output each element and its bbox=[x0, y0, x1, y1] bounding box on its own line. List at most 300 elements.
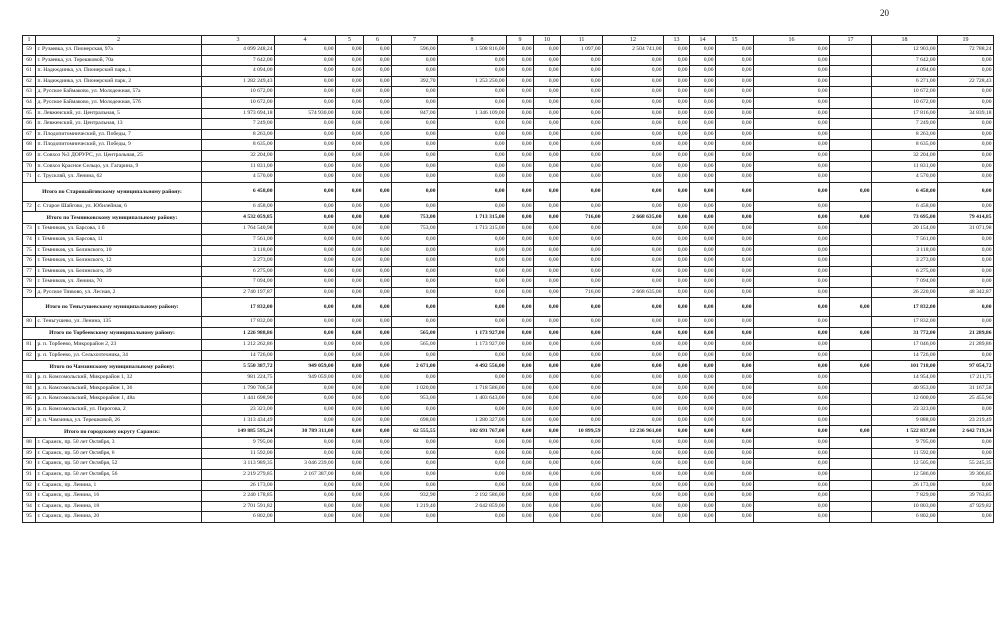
value-cell: 0,00 bbox=[275, 201, 336, 212]
value-cell: 953,00 bbox=[392, 394, 438, 405]
value-cell: 0,00 bbox=[364, 426, 392, 438]
value-cell: 0,00 bbox=[336, 438, 364, 449]
value-cell: 10 803,00 bbox=[872, 501, 938, 512]
value-cell: 0,00 bbox=[690, 256, 716, 267]
value-cell: 0,00 bbox=[754, 350, 830, 361]
value-cell bbox=[830, 97, 872, 108]
value-cell: 0,00 bbox=[716, 287, 754, 298]
value-cell: 6 275,00 bbox=[202, 266, 275, 277]
value-cell bbox=[830, 415, 872, 426]
value-cell: 0,00 bbox=[716, 256, 754, 267]
value-cell: 0,00 bbox=[754, 277, 830, 288]
value-cell: 39 306,85 bbox=[938, 470, 994, 481]
value-cell: 4 094,00 bbox=[872, 66, 938, 77]
value-cell: 0,00 bbox=[938, 438, 994, 449]
value-cell: 1 522 837,00 bbox=[872, 426, 938, 438]
value-cell: 0,00 bbox=[938, 448, 994, 459]
column-header: 13 bbox=[664, 36, 690, 45]
address-cell: р. п. Чамзинка, ул. Терешковой, 26 bbox=[36, 415, 202, 426]
value-cell: 0,00 bbox=[938, 55, 994, 66]
value-cell: 7 561,00 bbox=[872, 234, 938, 245]
value-cell: 0,00 bbox=[438, 201, 507, 212]
value-cell: 0,00 bbox=[336, 140, 364, 151]
table-row bbox=[23, 491, 994, 502]
value-cell: 0,00 bbox=[561, 298, 603, 317]
value-cell: 8 263,00 bbox=[872, 129, 938, 140]
value-cell: 0,00 bbox=[534, 361, 561, 373]
value-cell: 0,00 bbox=[561, 491, 603, 502]
value-cell: 0,00 bbox=[561, 383, 603, 394]
value-cell: 1 226 988,86 bbox=[202, 328, 275, 340]
value-cell: 0,00 bbox=[336, 45, 364, 56]
table-row bbox=[23, 224, 994, 235]
value-cell: 0,00 bbox=[754, 150, 830, 161]
value-cell: 0,00 bbox=[754, 491, 830, 502]
table-row bbox=[23, 76, 994, 87]
value-cell: 0,00 bbox=[561, 201, 603, 212]
value-cell: 0,00 bbox=[275, 480, 336, 491]
row-number: 95 bbox=[23, 512, 36, 523]
table-row bbox=[23, 234, 994, 245]
value-cell: 0,00 bbox=[275, 383, 336, 394]
value-cell: 3 046 239,00 bbox=[275, 459, 336, 470]
value-cell: 0,00 bbox=[364, 108, 392, 119]
value-cell: 0,00 bbox=[754, 212, 830, 224]
table-row bbox=[23, 87, 994, 98]
value-cell: 47 929,82 bbox=[938, 501, 994, 512]
value-cell: 0,00 bbox=[534, 97, 561, 108]
value-cell: 0,00 bbox=[364, 150, 392, 161]
value-cell: 0,00 bbox=[938, 480, 994, 491]
value-cell: 0,00 bbox=[603, 501, 664, 512]
value-cell: 0,00 bbox=[275, 501, 336, 512]
value-cell: 0,00 bbox=[716, 415, 754, 426]
value-cell: 0,00 bbox=[364, 383, 392, 394]
value-cell: 0,00 bbox=[664, 172, 690, 183]
address-cell: с. Старое Шайгово, ул. Юбилейная, 6 bbox=[36, 201, 202, 212]
address-cell: п. Левженский, ул. Центральная, 13 bbox=[36, 119, 202, 130]
value-cell: 0,00 bbox=[603, 405, 664, 416]
value-cell bbox=[830, 119, 872, 130]
value-cell: 101 718,00 bbox=[872, 361, 938, 373]
value-cell: 1 173 927,00 bbox=[438, 328, 507, 340]
value-cell: 0,00 bbox=[364, 373, 392, 384]
value-cell: 0,00 bbox=[690, 361, 716, 373]
value-cell: 0,00 bbox=[275, 212, 336, 224]
row-number: 64 bbox=[23, 97, 36, 108]
value-cell: 0,00 bbox=[690, 266, 716, 277]
value-cell: 0,00 bbox=[507, 438, 534, 449]
value-cell: 12 600,00 bbox=[872, 394, 938, 405]
value-cell: 0,00 bbox=[364, 256, 392, 267]
value-cell: 0,00 bbox=[392, 201, 438, 212]
value-cell: 0,00 bbox=[690, 119, 716, 130]
value-cell: 0,00 bbox=[336, 361, 364, 373]
value-cell: 0,00 bbox=[364, 491, 392, 502]
table-row bbox=[23, 172, 994, 183]
value-cell: 0,00 bbox=[336, 491, 364, 502]
value-cell: 0,00 bbox=[754, 405, 830, 416]
value-cell: 10 672,00 bbox=[872, 87, 938, 98]
column-header: 14 bbox=[690, 36, 716, 45]
value-cell: 0,00 bbox=[561, 256, 603, 267]
value-cell: 0,00 bbox=[364, 76, 392, 87]
value-cell: 1 212 262,86 bbox=[202, 340, 275, 351]
value-cell: 0,00 bbox=[716, 66, 754, 77]
value-cell bbox=[830, 340, 872, 351]
row-number: 67 bbox=[23, 129, 36, 140]
value-cell: 0,00 bbox=[336, 350, 364, 361]
value-cell: 0,00 bbox=[664, 373, 690, 384]
row-number: 71 bbox=[23, 172, 36, 183]
value-cell: 0,00 bbox=[664, 234, 690, 245]
value-cell: 0,00 bbox=[716, 426, 754, 438]
value-cell: 0,00 bbox=[716, 129, 754, 140]
value-cell: 0,00 bbox=[938, 298, 994, 317]
value-cell: 0,00 bbox=[534, 328, 561, 340]
value-cell: 0,00 bbox=[507, 298, 534, 317]
value-cell: 0,00 bbox=[438, 266, 507, 277]
value-cell: 10 899,59 bbox=[561, 426, 603, 438]
value-cell: 0,00 bbox=[664, 201, 690, 212]
table-row bbox=[23, 394, 994, 405]
value-cell: 0,00 bbox=[336, 182, 364, 201]
value-cell: 0,00 bbox=[392, 266, 438, 277]
value-cell: 22 728,43 bbox=[938, 76, 994, 87]
value-cell: 1 713 315,00 bbox=[438, 212, 507, 224]
value-cell: 0,00 bbox=[507, 45, 534, 56]
value-cell: 0,00 bbox=[603, 350, 664, 361]
value-cell: 0,00 bbox=[534, 55, 561, 66]
value-cell: 0,00 bbox=[275, 76, 336, 87]
value-cell: 0,00 bbox=[534, 108, 561, 119]
value-cell: 0,00 bbox=[938, 87, 994, 98]
row-number: 81 bbox=[23, 340, 36, 351]
value-cell: 0,00 bbox=[716, 340, 754, 351]
value-cell bbox=[830, 383, 872, 394]
value-cell: 0,00 bbox=[364, 470, 392, 481]
value-cell: 0,00 bbox=[336, 201, 364, 212]
value-cell: 0,00 bbox=[690, 45, 716, 56]
value-cell: 0,00 bbox=[716, 140, 754, 151]
value-cell: 0,00 bbox=[938, 66, 994, 77]
value-cell: 0,00 bbox=[336, 298, 364, 317]
address-cell: р. п. Комсомольский, Микрорайон 1, 36 bbox=[36, 383, 202, 394]
address-cell: г. Темников, ул. Белинского, 39 bbox=[36, 266, 202, 277]
row-number: 83 bbox=[23, 373, 36, 384]
value-cell: 0,00 bbox=[754, 459, 830, 470]
row-number: 70 bbox=[23, 161, 36, 172]
value-cell: 0,00 bbox=[754, 328, 830, 340]
value-cell bbox=[830, 129, 872, 140]
value-cell: 0,00 bbox=[754, 373, 830, 384]
value-cell: 8 635,00 bbox=[872, 140, 938, 151]
value-cell bbox=[830, 512, 872, 523]
address-cell: п. Надеждинка, ул. Пионерский парк, 1 bbox=[36, 66, 202, 77]
value-cell: 7 249,00 bbox=[872, 119, 938, 130]
value-cell: 0,00 bbox=[603, 317, 664, 328]
value-cell: 716,00 bbox=[561, 212, 603, 224]
value-cell: 0,00 bbox=[561, 415, 603, 426]
value-cell: 0,00 bbox=[534, 182, 561, 201]
value-cell: 0,00 bbox=[534, 201, 561, 212]
value-cell: 0,00 bbox=[603, 491, 664, 502]
value-cell: 0,00 bbox=[603, 150, 664, 161]
value-cell: 0,00 bbox=[392, 172, 438, 183]
value-cell bbox=[830, 45, 872, 56]
column-header: 17 bbox=[830, 36, 872, 45]
value-cell: 0,00 bbox=[690, 129, 716, 140]
row-number: 86 bbox=[23, 405, 36, 416]
address-cell: с. Теньгушево, ул. Ленина, 135 bbox=[36, 317, 202, 328]
value-cell: 17 832,00 bbox=[872, 317, 938, 328]
value-cell: 0,00 bbox=[364, 119, 392, 130]
value-cell: 596,00 bbox=[392, 45, 438, 56]
value-cell: 0,00 bbox=[690, 201, 716, 212]
value-cell: 0,00 bbox=[534, 394, 561, 405]
value-cell: 0,00 bbox=[336, 245, 364, 256]
value-cell: 0,00 bbox=[364, 245, 392, 256]
value-cell: 0,00 bbox=[690, 224, 716, 235]
value-cell: 0,00 bbox=[664, 97, 690, 108]
value-cell: 0,00 bbox=[275, 512, 336, 523]
value-cell: 0,00 bbox=[534, 234, 561, 245]
row-number: 66 bbox=[23, 119, 36, 130]
row-number: 78 bbox=[23, 277, 36, 288]
row-number: 69 bbox=[23, 150, 36, 161]
value-cell: 0,00 bbox=[603, 340, 664, 351]
value-cell: 0,00 bbox=[938, 97, 994, 108]
value-cell: 0,00 bbox=[392, 459, 438, 470]
value-cell: 0,00 bbox=[534, 426, 561, 438]
value-cell: 0,00 bbox=[275, 161, 336, 172]
value-cell: 0,00 bbox=[364, 182, 392, 201]
address-cell: р. п. Торбеево, ул. Сельхозтехника, 34 bbox=[36, 350, 202, 361]
value-cell: 0,00 bbox=[534, 256, 561, 267]
value-cell: 31 772,00 bbox=[872, 328, 938, 340]
value-cell: 0,00 bbox=[938, 161, 994, 172]
address-cell: г. Саранск, пр. Ленина, 1 bbox=[36, 480, 202, 491]
value-cell: 7 642,00 bbox=[872, 55, 938, 66]
value-cell: 0,00 bbox=[664, 350, 690, 361]
value-cell: 0,00 bbox=[507, 224, 534, 235]
value-cell: 0,00 bbox=[336, 405, 364, 416]
value-cell: 0,00 bbox=[534, 172, 561, 183]
value-cell: 0,00 bbox=[534, 277, 561, 288]
value-cell: 0,00 bbox=[438, 287, 507, 298]
value-cell: 0,00 bbox=[716, 266, 754, 277]
value-cell: 23 219,49 bbox=[938, 415, 994, 426]
value-cell: 0,00 bbox=[438, 512, 507, 523]
value-cell: 0,00 bbox=[534, 298, 561, 317]
value-cell: 0,00 bbox=[754, 361, 830, 373]
row-number: 76 bbox=[23, 256, 36, 267]
table-row bbox=[23, 245, 994, 256]
row-number: 72 bbox=[23, 201, 36, 212]
value-cell: 0,00 bbox=[716, 97, 754, 108]
value-cell: 1 713 315,00 bbox=[438, 224, 507, 235]
subtotal-row bbox=[23, 328, 994, 340]
value-cell: 11 592,00 bbox=[202, 448, 275, 459]
table-row bbox=[23, 201, 994, 212]
value-cell: 0,00 bbox=[754, 87, 830, 98]
subtotal-label: Итого по Темниковскому муниципальному району: bbox=[23, 212, 202, 224]
value-cell bbox=[830, 317, 872, 328]
value-cell: 11 592,00 bbox=[872, 448, 938, 459]
value-cell: 0,00 bbox=[938, 245, 994, 256]
value-cell: 0,00 bbox=[336, 87, 364, 98]
value-cell: 0,00 bbox=[336, 340, 364, 351]
value-cell: 0,00 bbox=[561, 55, 603, 66]
table-row bbox=[23, 161, 994, 172]
value-cell: 0,00 bbox=[754, 108, 830, 119]
value-cell: 0,00 bbox=[438, 350, 507, 361]
value-cell: 0,00 bbox=[690, 161, 716, 172]
value-cell: 0,00 bbox=[690, 66, 716, 77]
value-cell: 0,00 bbox=[534, 287, 561, 298]
value-cell: 0,00 bbox=[754, 394, 830, 405]
value-cell: 10 672,00 bbox=[872, 97, 938, 108]
value-cell: 0,00 bbox=[690, 317, 716, 328]
value-cell: 0,00 bbox=[534, 140, 561, 151]
value-cell: 11 831,00 bbox=[202, 161, 275, 172]
value-cell: 0,00 bbox=[716, 298, 754, 317]
value-cell: 4 570,00 bbox=[872, 172, 938, 183]
value-cell: 0,00 bbox=[507, 212, 534, 224]
value-cell: 1 973 694,18 bbox=[202, 108, 275, 119]
value-cell: 0,00 bbox=[438, 459, 507, 470]
value-cell: 0,00 bbox=[603, 87, 664, 98]
value-cell: 0,00 bbox=[364, 234, 392, 245]
address-cell: г. Саранск, пр. 50 лет Октября, 56 bbox=[36, 470, 202, 481]
value-cell: 3 273,00 bbox=[202, 256, 275, 267]
value-cell: 0,00 bbox=[534, 438, 561, 449]
value-cell: 0,00 bbox=[690, 480, 716, 491]
value-cell: 1 219,40 bbox=[392, 501, 438, 512]
value-cell: 0,00 bbox=[716, 277, 754, 288]
value-cell: 0,00 bbox=[603, 97, 664, 108]
value-cell: 3 118,00 bbox=[202, 245, 275, 256]
value-cell: 0,00 bbox=[534, 512, 561, 523]
value-cell: 0,00 bbox=[664, 491, 690, 502]
value-cell: 0,00 bbox=[534, 459, 561, 470]
value-cell: 0,00 bbox=[690, 470, 716, 481]
value-cell: 25 455,90 bbox=[938, 394, 994, 405]
value-cell: 26 173,00 bbox=[202, 480, 275, 491]
value-cell: 0,00 bbox=[938, 277, 994, 288]
value-cell: 0,00 bbox=[438, 256, 507, 267]
column-header: 10 bbox=[534, 36, 561, 45]
value-cell: 0,00 bbox=[754, 140, 830, 151]
value-cell: 32 204,00 bbox=[202, 150, 275, 161]
value-cell: 0,00 bbox=[561, 129, 603, 140]
value-cell: 0,00 bbox=[534, 150, 561, 161]
value-cell: 0,00 bbox=[754, 256, 830, 267]
address-cell: п. Совхоз №3 ДОРУРС, ул. Центральная, 25 bbox=[36, 150, 202, 161]
value-cell: 3 113 989,35 bbox=[202, 459, 275, 470]
value-cell: 0,00 bbox=[534, 501, 561, 512]
value-cell: 0,00 bbox=[690, 287, 716, 298]
value-cell: 0,00 bbox=[336, 150, 364, 161]
value-cell: 0,00 bbox=[438, 245, 507, 256]
table-row bbox=[23, 317, 994, 328]
value-cell: 0,00 bbox=[336, 97, 364, 108]
table-row bbox=[23, 459, 994, 470]
value-cell: 0,00 bbox=[534, 76, 561, 87]
value-cell: 0,00 bbox=[336, 129, 364, 140]
address-cell: д. Русское Тязвово, ул. Лесная, 2 bbox=[36, 287, 202, 298]
address-cell: г. Саранск, пр. 50 лет Октября, 3 bbox=[36, 438, 202, 449]
value-cell: 1 441 698,90 bbox=[202, 394, 275, 405]
value-cell: 0,00 bbox=[561, 161, 603, 172]
value-cell: 0,00 bbox=[392, 350, 438, 361]
value-cell bbox=[830, 234, 872, 245]
value-cell: 0,00 bbox=[364, 287, 392, 298]
value-cell: 32 204,00 bbox=[872, 150, 938, 161]
value-cell: 949 059,00 bbox=[275, 373, 336, 384]
value-cell: 0,00 bbox=[603, 245, 664, 256]
value-cell bbox=[830, 350, 872, 361]
value-cell: 0,00 bbox=[364, 201, 392, 212]
value-cell bbox=[830, 66, 872, 77]
value-cell: 1 790 706,58 bbox=[202, 383, 275, 394]
value-cell: 0,00 bbox=[438, 66, 507, 77]
value-cell: 6 458,00 bbox=[202, 182, 275, 201]
value-cell: 0,00 bbox=[364, 405, 392, 416]
value-cell: 0,00 bbox=[938, 172, 994, 183]
row-number: 84 bbox=[23, 383, 36, 394]
value-cell: 0,00 bbox=[438, 140, 507, 151]
value-cell: 0,00 bbox=[603, 108, 664, 119]
value-cell: 0,00 bbox=[754, 480, 830, 491]
value-cell: 17 832,00 bbox=[202, 317, 275, 328]
value-cell: 0,00 bbox=[392, 55, 438, 66]
value-cell: 0,00 bbox=[603, 394, 664, 405]
value-cell: 0,00 bbox=[561, 438, 603, 449]
value-cell: 0,00 bbox=[507, 350, 534, 361]
value-cell: 14 726,00 bbox=[202, 350, 275, 361]
table-row bbox=[23, 470, 994, 481]
value-cell: 0,00 bbox=[603, 172, 664, 183]
value-cell: 0,00 bbox=[664, 480, 690, 491]
value-cell: 0,00 bbox=[392, 317, 438, 328]
value-cell bbox=[830, 277, 872, 288]
value-cell: 55 245,35 bbox=[938, 459, 994, 470]
value-cell: 0,00 bbox=[754, 470, 830, 481]
value-cell: 2 668 635,00 bbox=[603, 287, 664, 298]
value-cell: 0,00 bbox=[275, 317, 336, 328]
value-cell: 0,00 bbox=[664, 470, 690, 481]
value-cell: 0,00 bbox=[561, 277, 603, 288]
value-cell: 0,00 bbox=[336, 234, 364, 245]
value-cell: 0,00 bbox=[336, 161, 364, 172]
value-cell: 0,00 bbox=[336, 55, 364, 66]
value-cell: 0,00 bbox=[716, 405, 754, 416]
value-cell: 0,00 bbox=[561, 448, 603, 459]
subtotal-label: Итого по Теньгушевскому муниципальному району: bbox=[23, 298, 202, 317]
address-cell: р. п. Комсомольский, Микрорайон 1, 48а bbox=[36, 394, 202, 405]
value-cell: 0,00 bbox=[275, 256, 336, 267]
value-cell: 0,00 bbox=[716, 182, 754, 201]
value-cell: 0,00 bbox=[754, 201, 830, 212]
value-cell: 0,00 bbox=[754, 245, 830, 256]
value-cell: 0,00 bbox=[507, 108, 534, 119]
value-cell: 0,00 bbox=[716, 150, 754, 161]
value-cell: 1 253 250,00 bbox=[438, 76, 507, 87]
value-cell: 0,00 bbox=[364, 501, 392, 512]
value-cell: 0,00 bbox=[534, 405, 561, 416]
value-cell: 0,00 bbox=[392, 277, 438, 288]
